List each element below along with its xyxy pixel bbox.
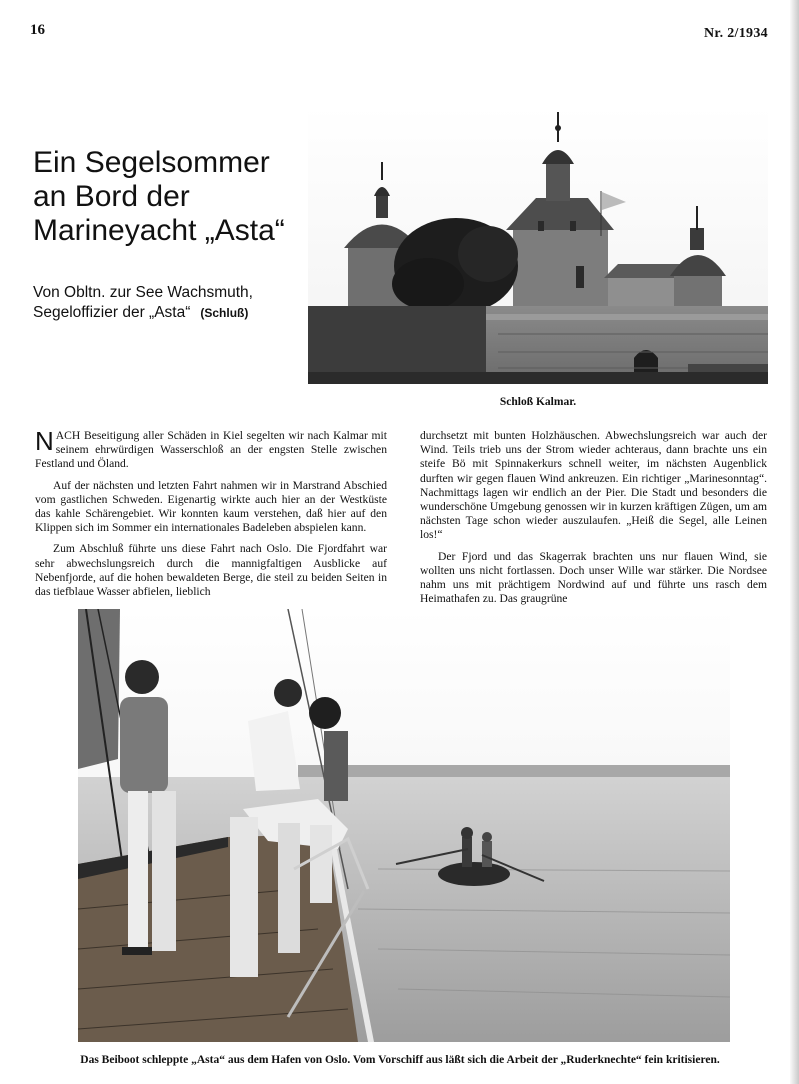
paragraph — [35, 426, 387, 472]
boat-photo-caption: Das Beiboot schleppte „Asta“ aus dem Hafen von Oslo. Vom Vorschiff aus läßt sich die Arbeit der „Ruderknechte“ fein kritisieren. — [80, 1054, 720, 1066]
kalmar-castle-photo — [308, 106, 768, 384]
paragraph: Auf der nächsten und letzten Fahrt nahmen wir in Marstrand Abschied vom gastlichen Schweden. Eigenartig wirkte auch hier an der Westküste das kahle Schärengebiet. Wir konnten kaum verstehen, daß hier auf den Klippen sich im Sommer ein internationales Badeleben abspielen kann. — [35, 478, 387, 535]
byline — [33, 283, 293, 323]
title-line-2: an Bord der — [33, 180, 190, 213]
yacht-bow-photo — [78, 609, 730, 1042]
paragraph-text: ACH Beseitigung aller Schäden in Kiel segelten wir nach Kalmar mit seinem ehrwürdigen Wasserschloß an der engsten Stelle zwischen Festland und Öland. — [35, 429, 387, 471]
text-column-1 — [35, 426, 387, 606]
drop-cap: N — [35, 426, 54, 456]
paragraph: Der Fjord und das Skagerrak brachten uns nur flauen Wind, sie wollten uns nicht fortlassen. Doch unser Wille war stärker. Die Nordsee nahm uns mit prächtigem Nordwind auf und führte uns rasch dem Heimathafen zu. Das graugrüne — [420, 549, 767, 606]
title-line-3: Marineyacht „Asta“ — [33, 214, 285, 247]
paragraph: Zum Abschluß führte uns diese Fahrt nach Oslo. Die Fjordfahrt war sehr abwechslungsreich durch die mannigfaltigen Ausblicke auf Nebenfjorde, auf die hohen bewaldeten Berge, die steil zu beiden Seiten in das tiefblaue Wasser abfielen, lieblich — [35, 542, 387, 599]
page-number: 16 — [30, 22, 45, 38]
article-title — [33, 146, 323, 248]
byline-line-1: Von Obltn. zur See Wachsmuth, — [33, 284, 253, 301]
castle-photo-caption: Schloß Kalmar. — [499, 396, 577, 408]
continuation-note: (Schluß) — [200, 306, 249, 320]
text-column-2 — [420, 429, 767, 613]
title-line-1: Ein Segelsommer — [33, 146, 270, 179]
issue-number: Nr. 2/1934 — [704, 26, 768, 41]
scan-edge — [790, 0, 799, 1084]
byline-line-2: Segeloffizier der „Asta“ — [33, 304, 191, 321]
paragraph: durchsetzt mit bunten Holzhäuschen. Abwechslungsreich war auch der Wind. Teils trieb uns der Strom wieder achteraus, dann brachte uns ein steife Bö mit Spinnakerkurs schnell weiter, im nächsten Augenblick durften wir gegen flauen Wind ankreuzen. Ein richtiger „Marinesonntag“. Nachmittags lagen wir endlich an der Pier. Die Stadt und besonders die wunderschöne Umgebung genossen wir in kurzen kräftigen Zügen, um am nächsten Tage schon wieder auszulaufen. „Heiß die Segel, alle Leinen los!“ — [420, 429, 767, 542]
